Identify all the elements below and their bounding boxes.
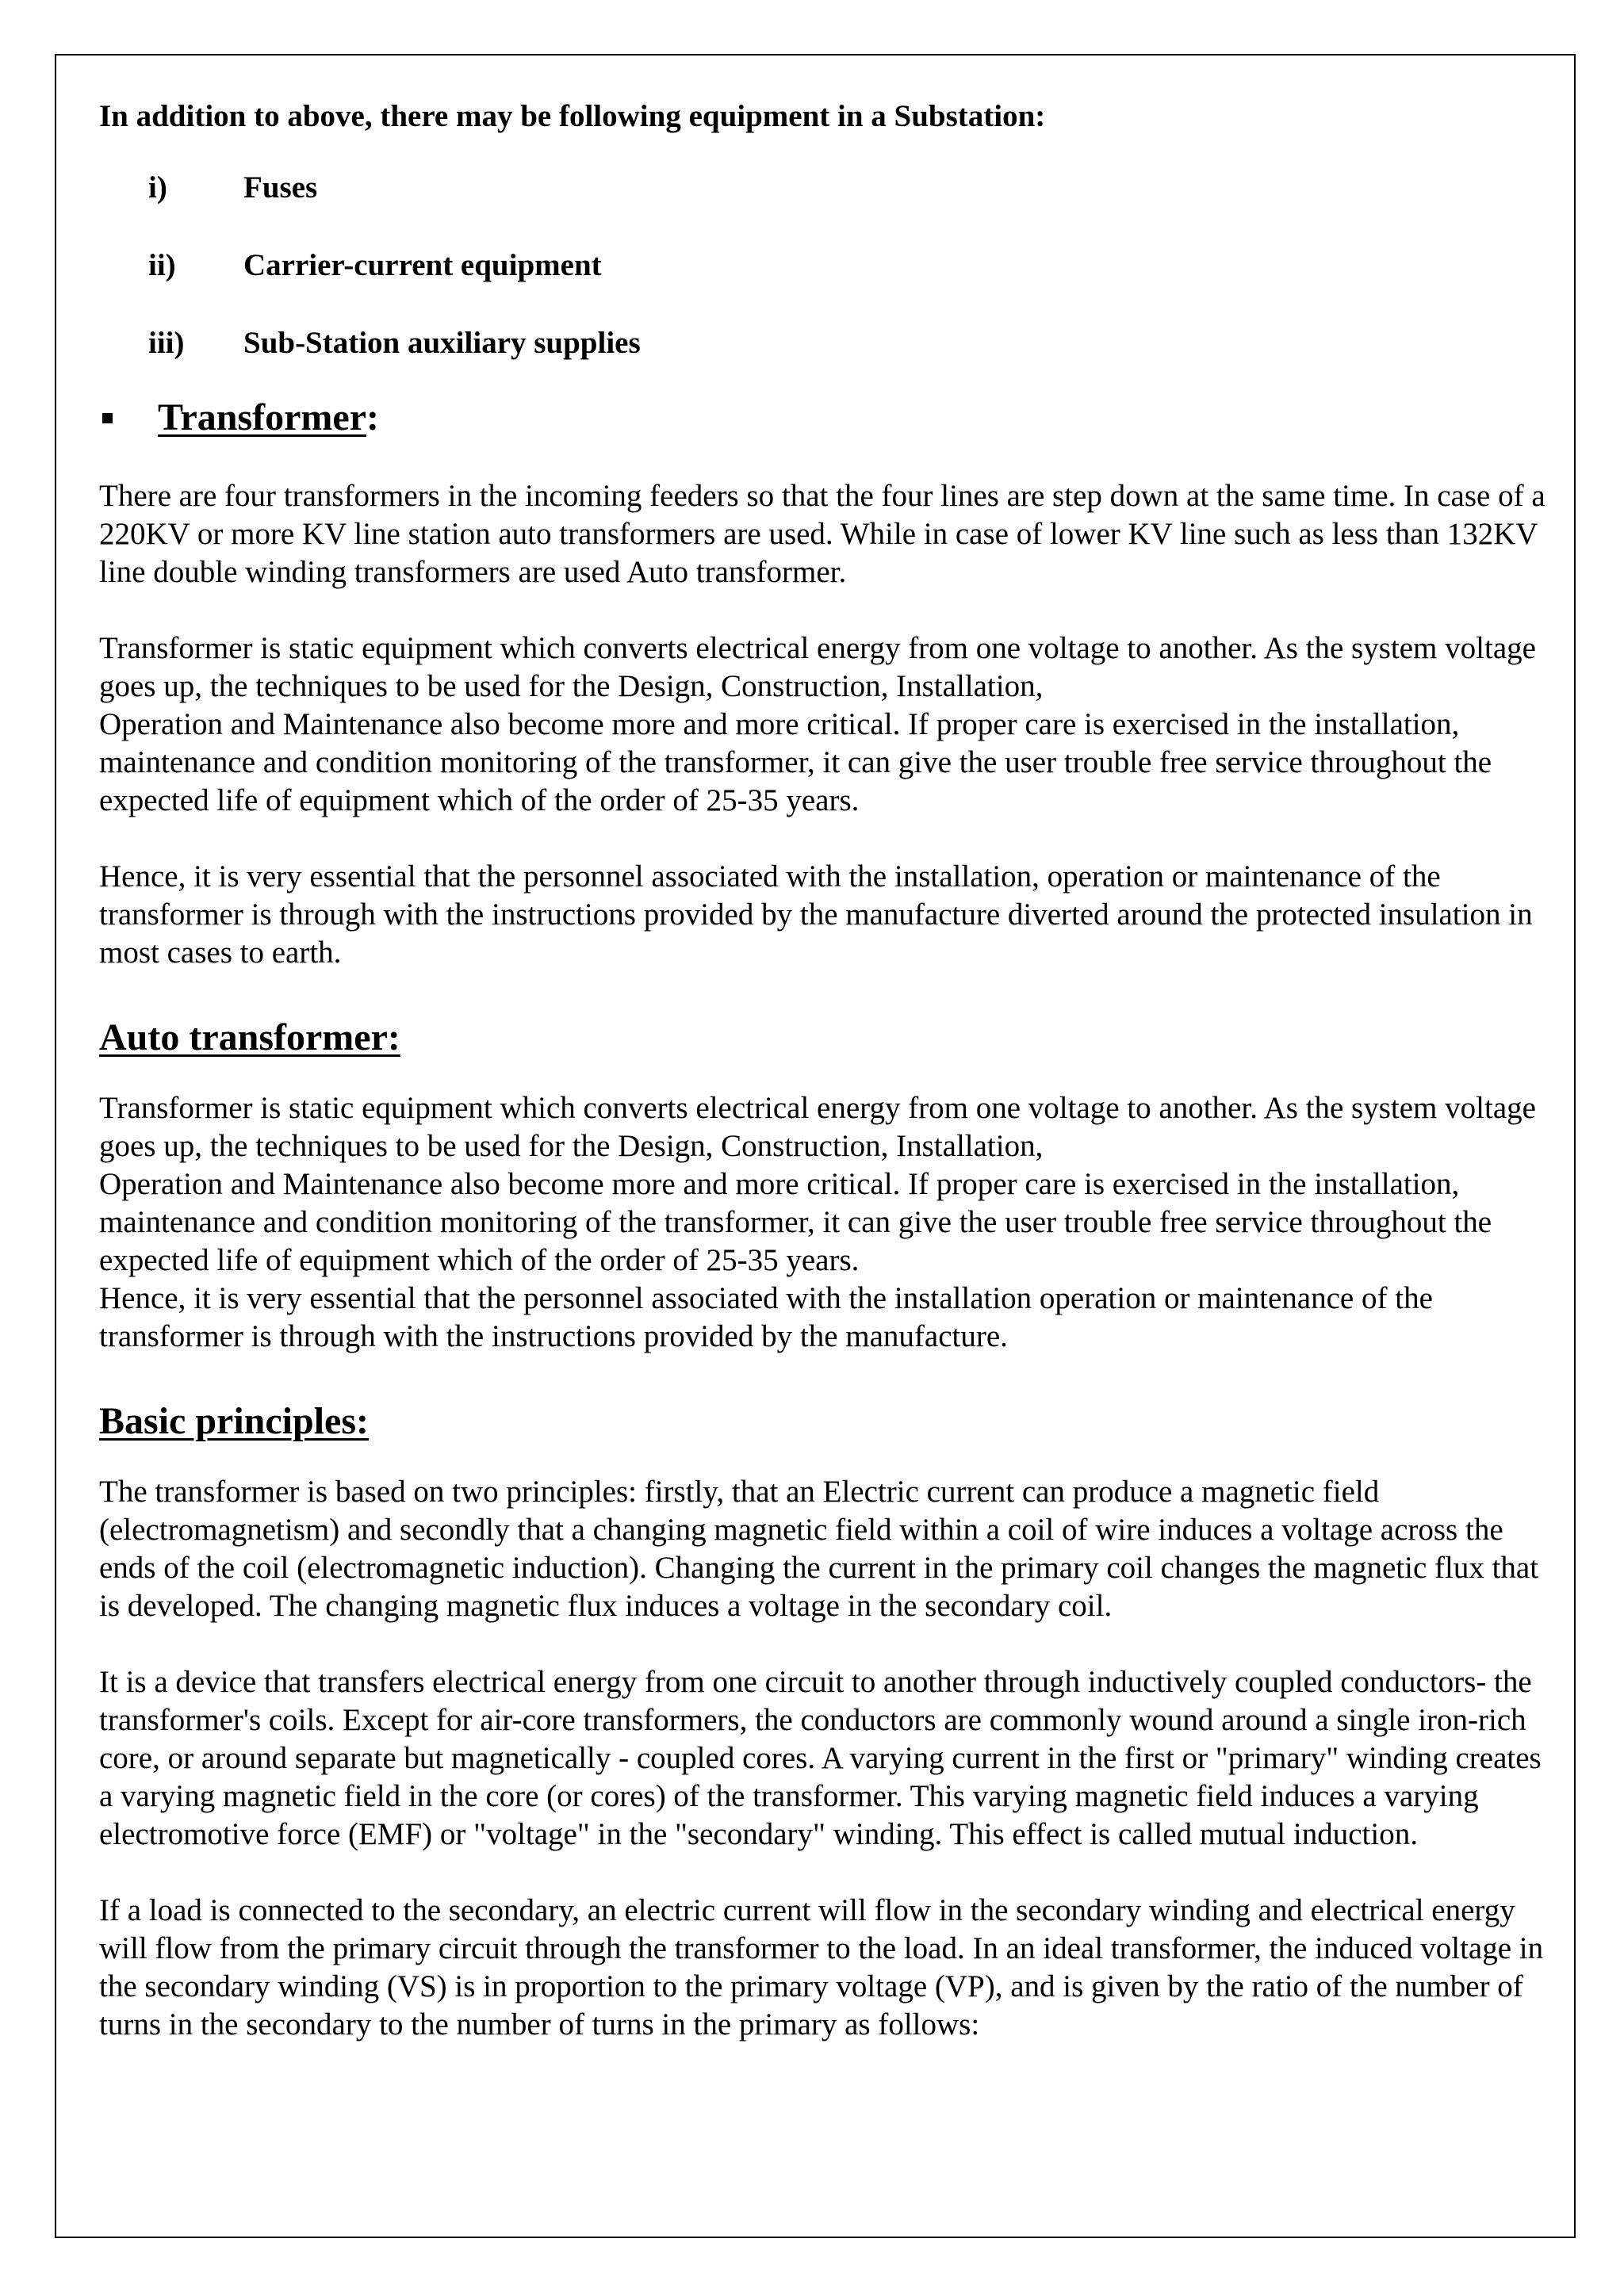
auto-transformer-heading: Auto transformer:: [99, 1016, 400, 1058]
list-item-number: ii): [148, 248, 176, 282]
list-item: [99, 243, 1550, 289]
transformer-heading-text: Transformer: [158, 396, 367, 438]
auto-transformer-paragraph: Hence, it is very essential that the personnel associated with the installation operation or maintenance of the transformer is through with the instructions provided by the manufacture.: [99, 1281, 1433, 1353]
list-item-label: Carrier-current equipment: [243, 248, 602, 282]
transformer-heading-colon: :: [366, 396, 379, 438]
basic-principles-paragraph: The transformer is based on two principles: firstly, that an Electric current can produce a magnetic field (electromagnetism) and secondly that a changing magnetic field within a coil of wire induces a voltage across the ends of the coil (electromagnetic induction). Changing the current in the primary coil changes the magnetic flux that is developed. The changing magnetic flux induces a voltage in the secondary coil.: [99, 1475, 1539, 1623]
list-item: [99, 165, 1550, 211]
basic-principles-paragraph: If a load is connected to the secondary, an electric current will flow in the secondary winding and electrical energy will flow from the primary circuit through the transformer to the load. In an ideal transformer, the induced voltage in the secondary winding (VS) is in proportion to the primary voltage (VP), and is given by the ratio of the number of turns in the secondary to the number of turns in the primary as follows:: [99, 1893, 1544, 2042]
intro-text: In addition to above, there may be following equipment in a Substation:: [99, 99, 1046, 133]
list-item-label: Fuses: [243, 170, 318, 205]
equipment-list: [99, 165, 1550, 366]
basic-principles-paragraph: It is a device that transfers electrical energy from one circuit to another through inductively coupled conductors- the transformer's coils. Except for air-core transformers, the conductors are commonly wound around a single iron-rich core, or around separate but magnetically - coupled cores. A varying current in the first or "primary" winding creates a varying magnetic field in the core (or cores) of the transformer. This varying magnetic field induces a varying electromotive force (EMF) or "voltage" in the "secondary" winding. This effect is called mutual induction.: [99, 1665, 1542, 1851]
square-bullet-icon: [102, 413, 113, 423]
transformer-heading: [99, 390, 1550, 446]
document-body: [99, 94, 1550, 2082]
list-item-number: iii): [148, 326, 185, 360]
list-item: [99, 320, 1550, 366]
transformer-paragraph: There are four transformers in the incoming feeders so that the four lines are step down at the same time. In case of a 220KV or more KV line station auto transformers are used. While in case of lower KV line such as less than 132KV line double winding transformers are used Auto transformer.: [99, 479, 1545, 589]
basic-principles-heading: Basic principles:: [99, 1400, 370, 1442]
transformer-paragraph: Operation and Maintenance also become more and more critical. If proper care is exercised in the installation, maintenance and condition monitoring of the transformer, it can give the user trouble free service throughout the expected life of equipment which of the order of 25-35 years.: [99, 707, 1492, 817]
list-item-number: i): [148, 170, 167, 205]
transformer-paragraph: Hence, it is very essential that the personnel associated with the installation, operation or maintenance of the transformer is through with the instructions provided by the manufacture diverted around the protected insulation in most cases to earth.: [99, 859, 1533, 970]
list-item-label: Sub-Station auxiliary supplies: [243, 326, 641, 360]
transformer-paragraph: Transformer is static equipment which converts electrical energy from one voltage to another. As the system voltage goes up, the techniques to be used for the Design, Construction, Installation,: [99, 631, 1536, 703]
auto-transformer-paragraph: Transformer is static equipment which converts electrical energy from one voltage to another. As the system voltage goes up, the techniques to be used for the Design, Construction, Installation,: [99, 1091, 1536, 1163]
auto-transformer-paragraph: Operation and Maintenance also become more and more critical. If proper care is exercised in the installation, maintenance and condition monitoring of the transformer, it can give the user trouble free service throughout the expected life of equipment which of the order of 25-35 years.: [99, 1167, 1492, 1277]
